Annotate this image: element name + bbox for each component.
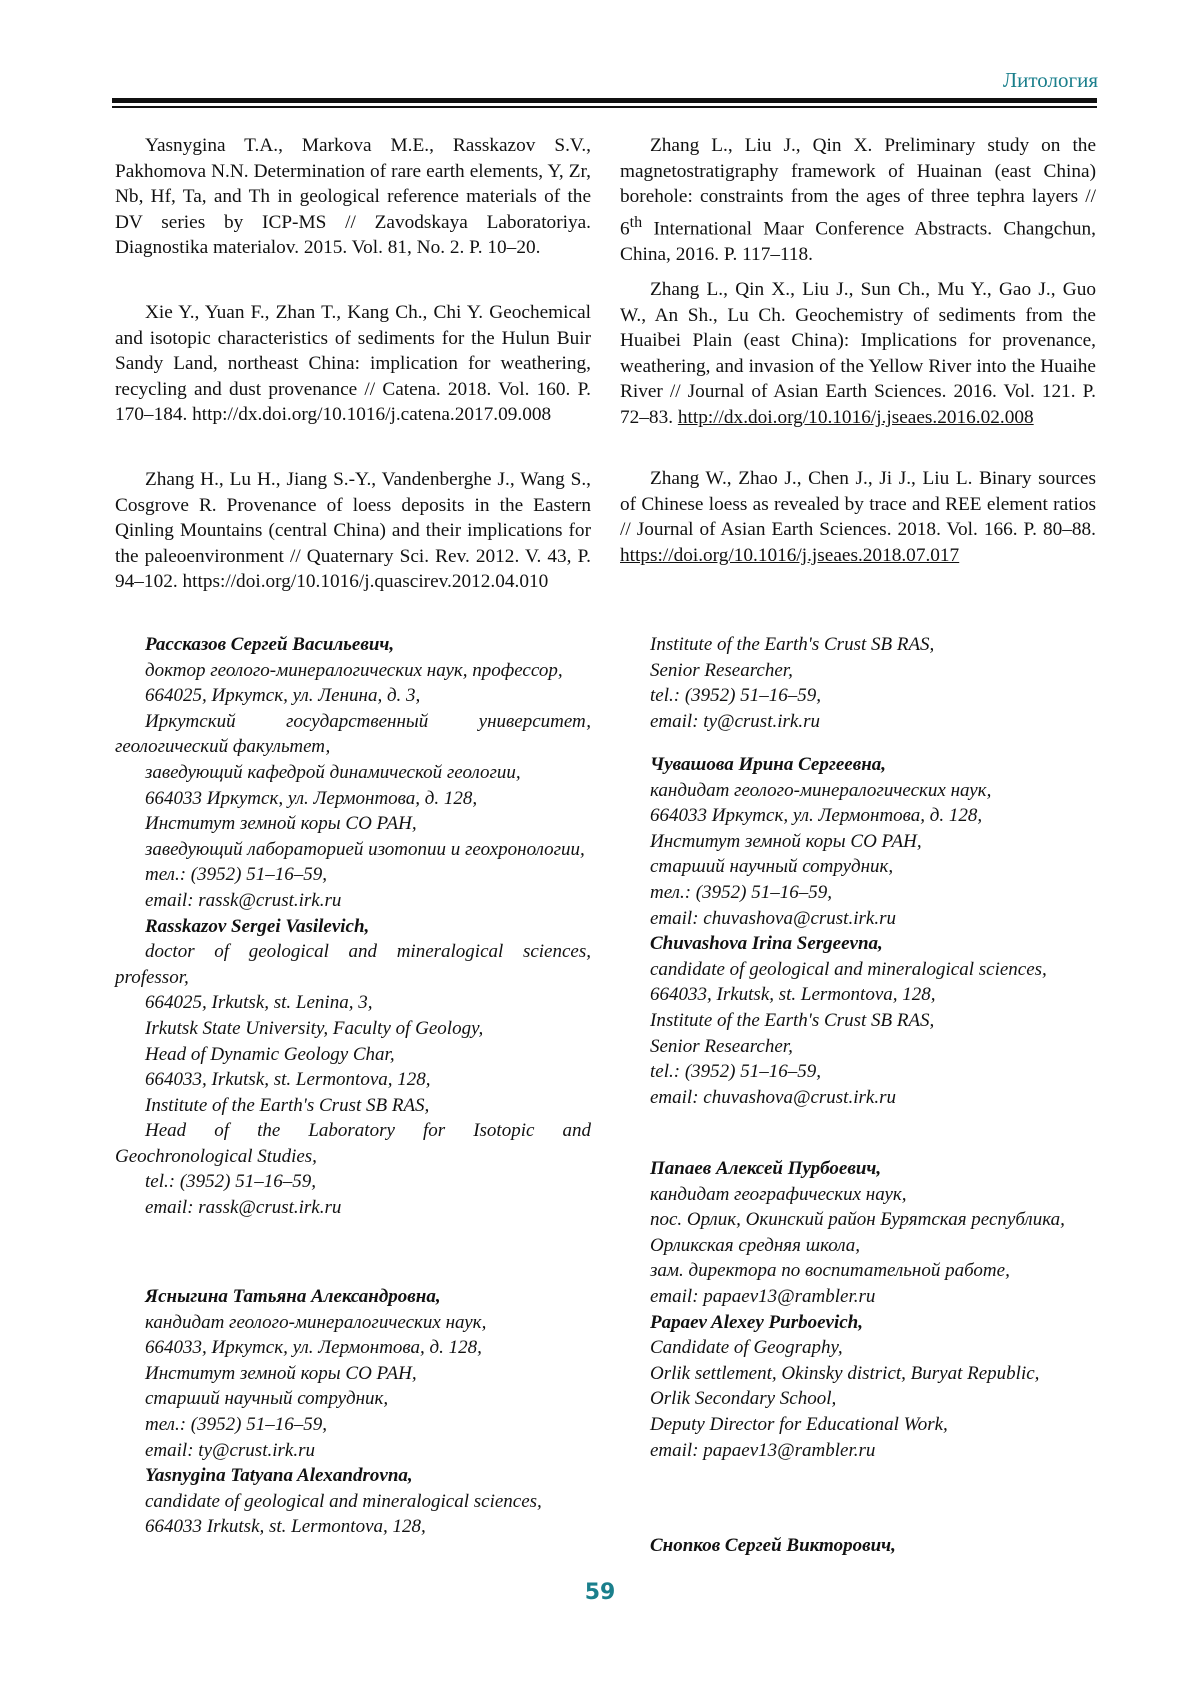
reference-entry: Yasnygina T.A., Markova M.E., Rasskazov S.V., Pakhomova N.N. Determination of rare earth elements, Y, Zr, Nb, Hf, Ta, and Th in geological reference materials of the DV series by ICP-MS // Zavodskaya Laboratoriya. Diagnostika materialov. 2015. Vol. 81, No. 2. P. 10–20. (115, 135, 591, 259)
reference-text: International Maar Conference Abstracts. Changchun, China, 2016. P. 117–118. (620, 218, 1096, 265)
author-detail-line: доктор геолого-минералогических наук, профессор, (145, 659, 563, 681)
author-name: Рассказов Сергей Васильевич, (145, 634, 395, 655)
author-detail-line: candidate of geological and mineralogical sciences, (145, 1490, 542, 1512)
author-detail-line: email: papaev13@rambler.ru (650, 1285, 876, 1307)
author-detail-line: Институт земной коры СО РАН, (650, 830, 922, 852)
author-detail-line: старший научный сотрудник, (145, 1388, 389, 1410)
reference-text: Zhang W., Zhao J., Chen J., Ji J., Liu L. Binary sources of Chinese loess as revealed by trace and REE element ratios // Journal of Asian Earth Sciences. 2018. Vol. 166. P. 80–88. (620, 468, 1096, 541)
author-detail-line: Head of Dynamic Geology Char, (145, 1043, 395, 1065)
author-detail-line: 664033 Иркутск, ул. Лермонтова, д. 128, (145, 787, 478, 809)
author-detail-line: email: rassk@crust.irk.ru (145, 889, 342, 911)
reference-text: Zhang L., Liu J., Qin X. Preliminary study on the magnetostratigraphy framework of Huainan (east China) borehole: constraints from the ages of three tephra layers // 6 (620, 135, 1096, 240)
author-detail-line: Orlik Secondary School, (650, 1388, 837, 1410)
author-detail-line: Иркутский государственный университет, геологический факультет, (115, 710, 591, 758)
author-detail-line: 664025, Иркутск, ул. Ленина, д. 3, (145, 685, 421, 707)
author-block (115, 632, 591, 1221)
author-name: Чувашова Ирина Сергеевна, (650, 754, 886, 775)
author-detail-line: Candidate of Geography, (650, 1337, 843, 1359)
author-detail-line: пос. Орлик, Окинский район Бурятская республика, (650, 1209, 1065, 1231)
author-detail-line: email: ty@crust.irk.ru (145, 1439, 315, 1461)
reference-superscript: th (629, 213, 643, 231)
author-detail-line: Institute of the Earth's Crust SB RAS, (145, 1094, 430, 1116)
header-rule-thick (112, 98, 1097, 103)
author-name: Papaev Alexey Purboevich, (650, 1311, 863, 1333)
author-detail-line: зам. директора по воспитательной работе, (650, 1260, 1010, 1282)
author-detail-line: Head of the Laboratory for Isotopic and Geochronological Studies, (115, 1120, 591, 1167)
page-number: 59 (584, 1580, 616, 1605)
author-detail-line: 664033 Irkutsk, st. Lermontova, 128, (145, 1516, 426, 1538)
author-name: Yasnygina Tatyana Alexandrovna, (145, 1465, 413, 1487)
author-detail-line: email: papaev13@rambler.ru (650, 1439, 876, 1461)
author-detail-line: Deputy Director for Educational Work, (650, 1413, 948, 1435)
author-detail-line: 664033, Irkutsk, st. Lermontova, 128, (650, 984, 936, 1006)
author-detail-line: 664033, Irkutsk, st. Lermontova, 128, (145, 1069, 431, 1091)
author-detail-line: Orlik settlement, Okinsky district, Buryat Republic, (650, 1362, 1040, 1384)
running-header: Литология (1002, 68, 1098, 92)
author-detail-line: candidate of geological and mineralogical sciences, (650, 958, 1047, 980)
author-block (620, 752, 1096, 1110)
author-detail-line: тел.: (3952) 51–16–59, (145, 864, 327, 886)
author-detail-line: doctor of geological and mineralogical sciences, professor, (115, 941, 591, 988)
author-detail-line: старший научный сотрудник, (650, 856, 894, 878)
author-detail-line: кандидат геолого-минералогических наук, (145, 1311, 487, 1333)
author-detail-line: tel.: (3952) 51–16–59, (650, 1061, 821, 1083)
reference-entry (620, 277, 1096, 431)
author-name: Снопков Сергей Викторович, (650, 1535, 896, 1556)
reference-entry: Zhang H., Lu H., Jiang S.-Y., Vandenberghe J., Wang S., Cosgrove R. Provenance of loess deposits in the Eastern Qinling Mountains (central China) and their implications for the paleoenvironment // Quaternary Sci. Rev. 2012. V. 43, P. 94–102. https://doi.org/10.1016/j.quascirev.2012.04.010 (115, 469, 591, 593)
author-detail-line: Institute of the Earth's Crust SB RAS, (650, 634, 935, 655)
reference-entry (620, 133, 1096, 267)
doi-link[interactable]: https://doi.org/10.1016/j.jseaes.2018.07.017 (620, 544, 960, 566)
author-detail-line: Институт земной коры СО РАН, (145, 1362, 417, 1384)
author-detail-line: 664025, Irkutsk, st. Lenina, 3, (145, 992, 373, 1014)
author-detail-line: заведующий кафедрой динамической геологии, (145, 761, 521, 783)
author-detail-line: tel.: (3952) 51–16–59, (650, 685, 821, 707)
reference-text: Zhang L., Qin X., Liu J., Sun Ch., Mu Y., Gao J., Guo W., An Sh., Lu Ch. Geochemistry of sediments from the Huaibei Plain (east China): Implications for provenance, weathering, and invasion of the Yellow River into the Huaihe River // Journal of Asian Earth Sciences. 2016. Vol. 121. P. 72–83. (620, 279, 1096, 428)
author-name: Rasskazov Sergei Vasilevich, (145, 915, 370, 937)
author-detail-line: Irkutsk State University, Faculty of Geology, (145, 1017, 484, 1039)
author-detail-line: email: ty@crust.irk.ru (650, 710, 820, 732)
author-detail-line: заведующий лабораторией изотопии и геохронологии, (145, 838, 585, 860)
author-detail-line: кандидат геолого-минералогических наук, (650, 779, 992, 801)
author-block (620, 1156, 1096, 1463)
header-rule-thin (112, 106, 1097, 108)
author-detail-line: тел.: (3952) 51–16–59, (145, 1413, 327, 1435)
author-detail-line: email: chuvashova@crust.irk.ru (650, 907, 896, 929)
author-detail-line: тел.: (3952) 51–16–59, (650, 881, 832, 903)
doi-link[interactable]: http://dx.doi.org/10.1016/j.jseaes.2016.02.008 (677, 406, 1034, 428)
reference-entry: Xie Y., Yuan F., Zhan T., Kang Ch., Chi Y. Geochemical and isotopic characteristics of sediments for the Hulun Buir Sandy Land, northeast China: implication for weathering, recycling and dust provenance // Catena. 2018. Vol. 160. P. 170–184. http://dx.doi.org/10.1016/j.catena.2017.09.008 (115, 302, 591, 426)
author-detail-line: Institute of the Earth's Crust SB RAS, (650, 1009, 935, 1031)
author-detail-line: Senior Researcher, (650, 659, 793, 681)
author-detail-line: 664033 Иркутск, ул. Лермонтова, д. 128, (650, 805, 983, 827)
author-name: Chuvashova Irina Sergeevna, (650, 933, 883, 955)
author-block (620, 632, 1096, 734)
author-name: Папаев Алексей Пурбоевич, (650, 1158, 882, 1179)
author-block (620, 1533, 1096, 1559)
author-detail-line: tel.: (3952) 51–16–59, (145, 1171, 316, 1193)
author-detail-line: Институт земной коры СО РАН, (145, 813, 417, 835)
author-block (115, 1284, 591, 1540)
author-detail-line: email: rassk@crust.irk.ru (145, 1197, 342, 1219)
author-detail-line: Senior Researcher, (650, 1035, 793, 1057)
author-detail-line: 664033, Иркутск, ул. Лермонтова, д. 128, (145, 1337, 482, 1359)
reference-entry (620, 466, 1096, 568)
author-detail-line: Орликская средняя школа, (650, 1234, 861, 1256)
author-name: Ясныгина Татьяна Александровна, (145, 1286, 441, 1307)
author-detail-line: email: chuvashova@crust.irk.ru (650, 1086, 896, 1108)
author-detail-line: кандидат географических наук, (650, 1183, 907, 1205)
